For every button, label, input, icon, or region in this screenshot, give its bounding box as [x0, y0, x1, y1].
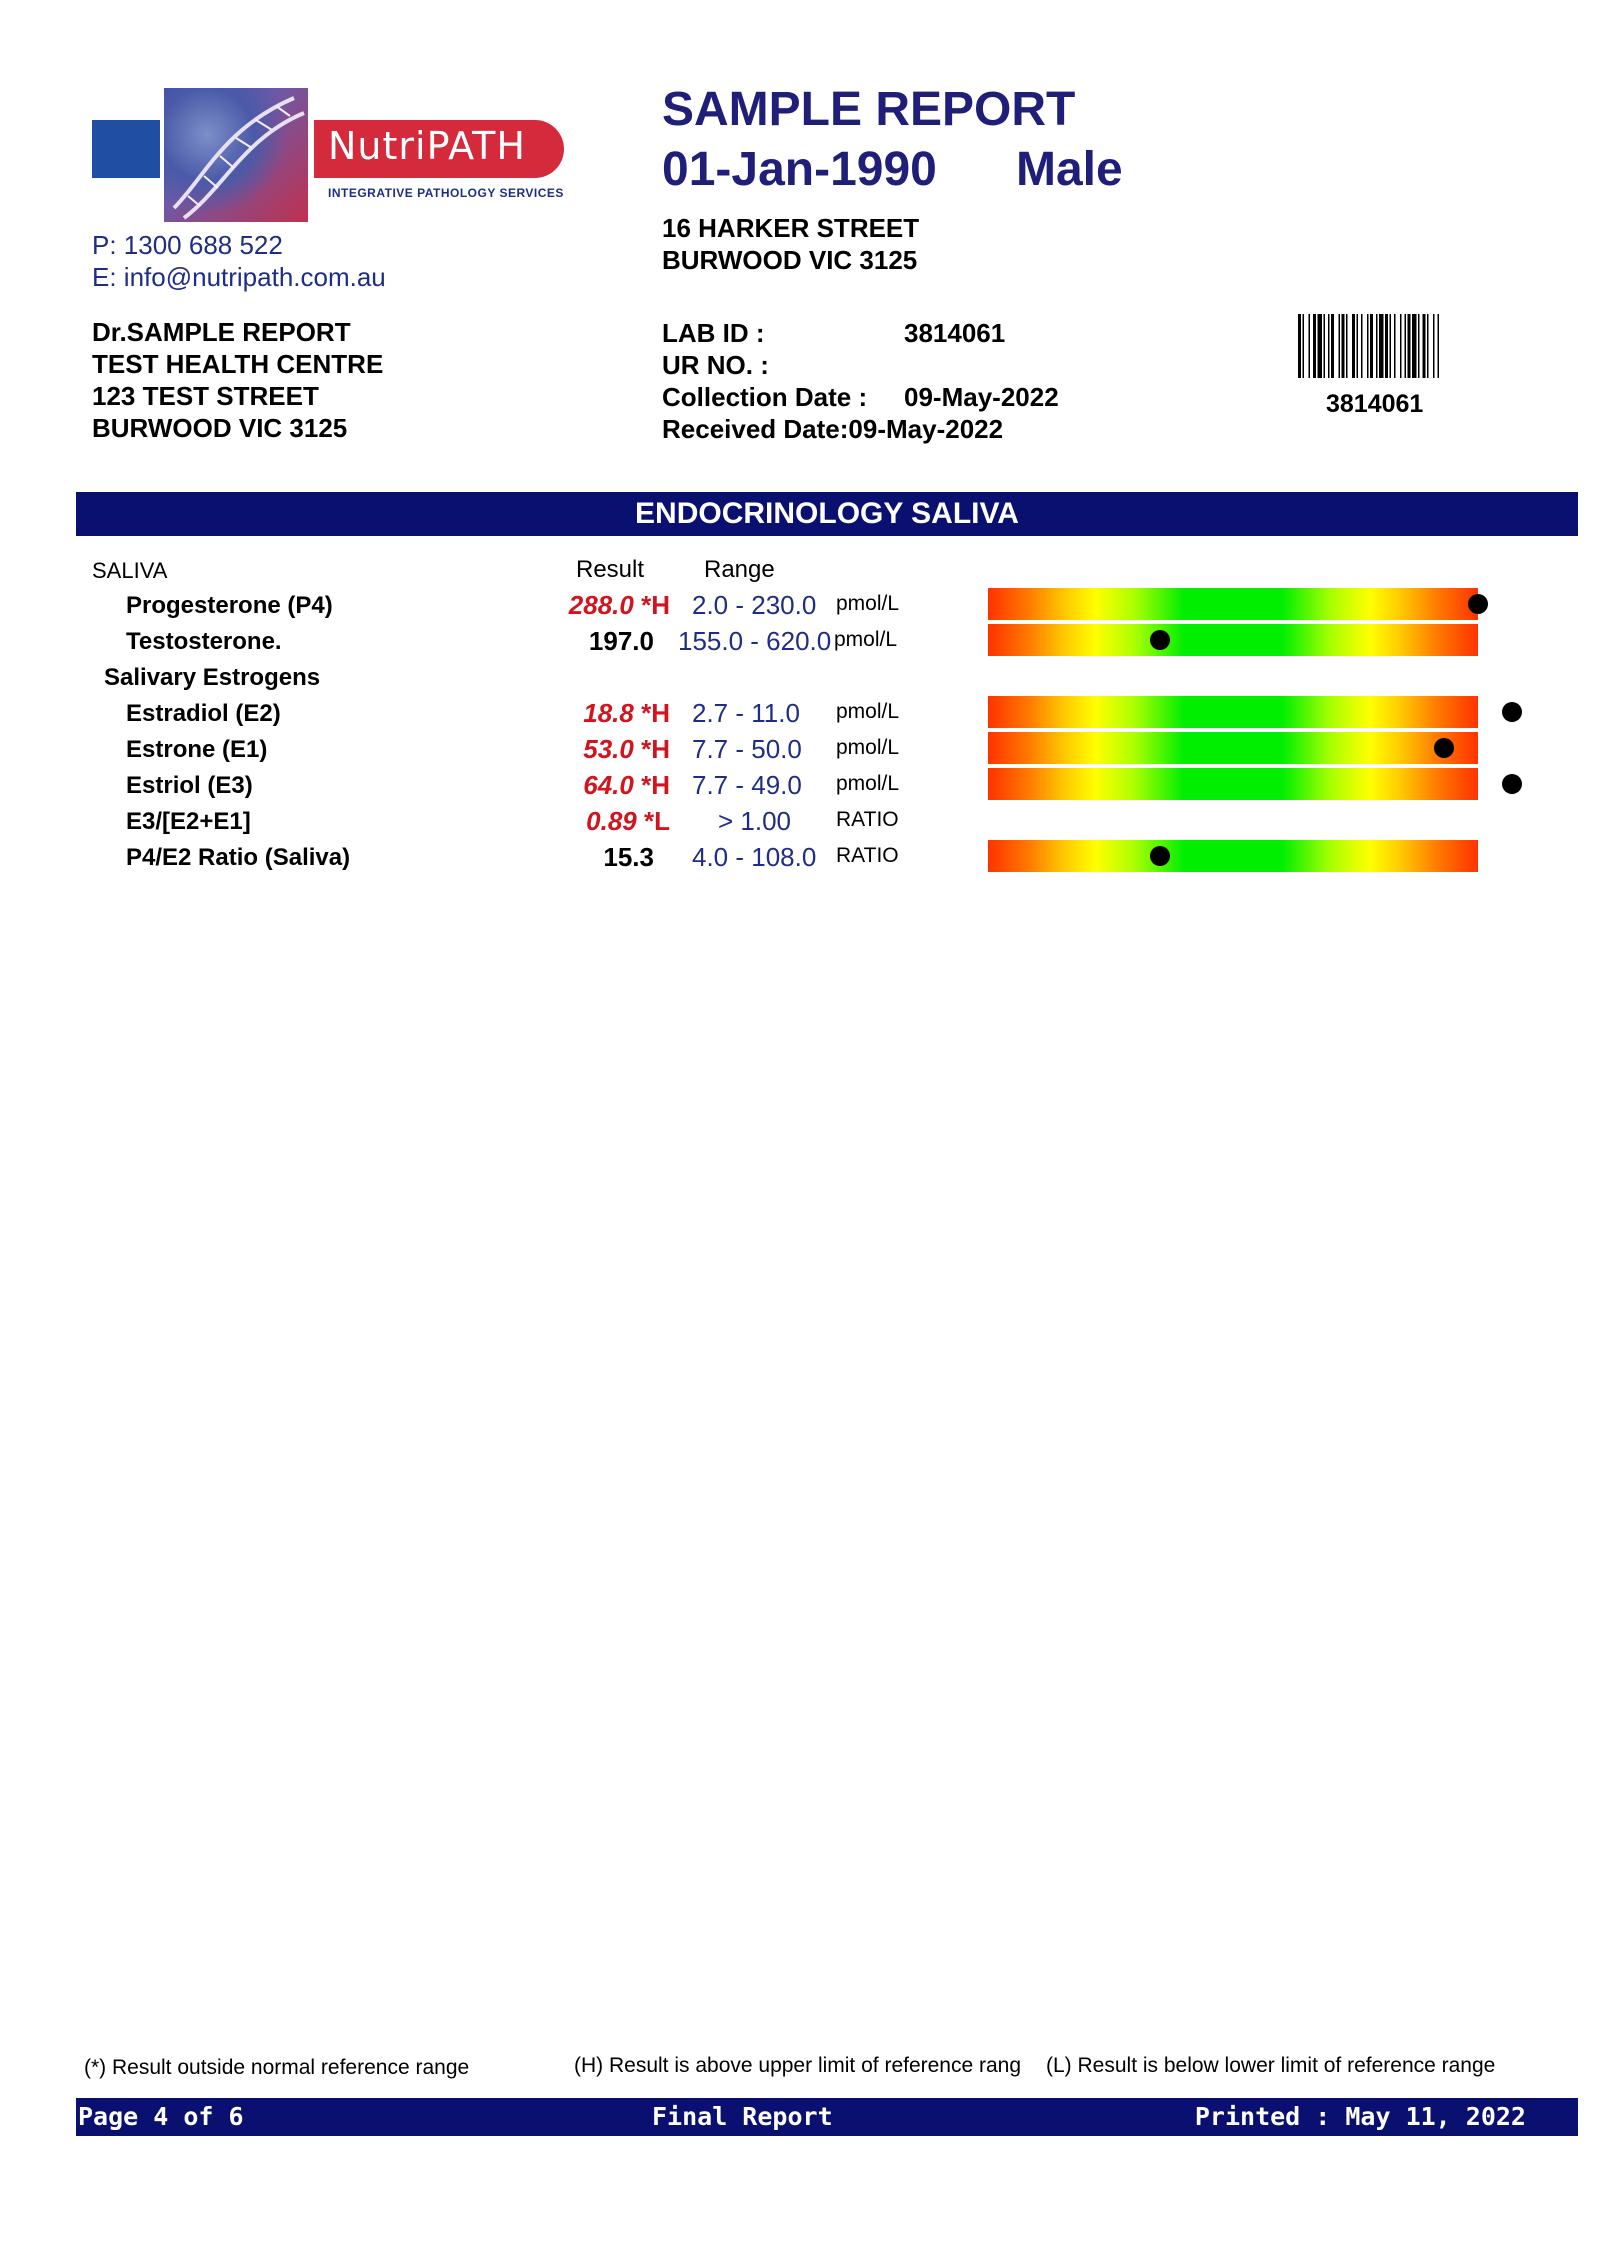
result-marker-dot [1502, 702, 1522, 722]
logo-tagline: INTEGRATIVE PATHOLOGY SERVICES [328, 186, 564, 200]
legend-high: (H) Result is above upper limit of reference rang [574, 2054, 1022, 2077]
range-gauge-bar [988, 768, 1478, 800]
result-unit: pmol/L [834, 628, 898, 651]
result-unit: RATIO [836, 844, 899, 867]
legend-outside-range: (*) Result outside normal reference range [84, 2056, 470, 2079]
doctor-city: BURWOOD VIC 3125 [92, 413, 348, 443]
reference-range: 2.7 - 11.0 [692, 698, 800, 728]
received-date: Received Date:09-May-2022 [662, 414, 1004, 444]
range-gauge-bar [988, 840, 1478, 872]
nutripath-logo [92, 86, 570, 226]
result-name: E3/[E2+E1] [126, 808, 251, 835]
result-value [534, 626, 654, 657]
result-flag: *L [644, 806, 670, 836]
section-title: ENDOCRINOLOGY SALIVA [76, 492, 1578, 536]
result-marker-dot [1468, 594, 1488, 614]
result-unit: pmol/L [836, 700, 900, 723]
result-name: Estriol (E3) [126, 772, 253, 799]
reference-range: 2.0 - 230.0 [692, 590, 817, 620]
doctor-clinic: TEST HEALTH CENTRE [92, 349, 384, 379]
result-value [530, 590, 670, 621]
logo-blue-square [92, 120, 160, 178]
result-unit: RATIO [836, 808, 899, 831]
result-unit: pmol/L [836, 772, 900, 795]
result-number: 288.0 [568, 590, 634, 620]
range-gauge-bar [988, 732, 1478, 764]
printed-date: Printed : May 11, 2022 [1194, 2102, 1526, 2131]
range-gauge-bar [988, 588, 1478, 620]
patient-address [662, 212, 919, 276]
result-number: 197.0 [588, 626, 654, 656]
result-name: P4/E2 Ratio (Saliva) [126, 844, 351, 871]
result-number: 15.3 [603, 842, 654, 872]
result-flag: *H [641, 734, 670, 764]
lab-email: E: info@nutripath.com.au [92, 262, 386, 292]
result-number: 18.8 [583, 698, 634, 728]
result-flag: *H [641, 770, 670, 800]
patient-name: SAMPLE REPORT [662, 83, 1076, 136]
result-value [534, 842, 654, 873]
result-number: 53.0 [583, 734, 634, 764]
result-column-header: Result [576, 556, 645, 583]
result-name: Estradiol (E2) [126, 700, 281, 727]
doctor-block [92, 316, 383, 444]
footer-bar [76, 2098, 1578, 2136]
doctor-name: Dr.SAMPLE REPORT [92, 317, 351, 347]
result-flag: *H [641, 698, 670, 728]
reference-range: 4.0 - 108.0 [692, 842, 817, 872]
result-unit: pmol/L [836, 736, 900, 759]
logo-name: NutriPATH [328, 124, 526, 168]
result-value [530, 734, 670, 765]
result-flag: *H [641, 590, 670, 620]
patient-city: BURWOOD VIC 3125 [662, 245, 918, 275]
lab-id-value: 3814061 [904, 318, 1006, 348]
result-marker-dot [1150, 630, 1170, 650]
lab-id-label: LAB ID : [662, 318, 765, 348]
range-column-header: Range [704, 556, 775, 583]
collection-date-label: Collection Date : [662, 382, 868, 412]
range-gauge-bar [988, 624, 1478, 656]
ur-no-label: UR NO. : [662, 350, 769, 380]
result-marker-dot [1434, 738, 1454, 758]
reference-range: 7.7 - 50.0 [692, 734, 802, 764]
result-name: Testosterone. [126, 628, 282, 655]
dna-icon [164, 88, 308, 222]
result-number: 64.0 [583, 770, 634, 800]
reference-range: 7.7 - 49.0 [692, 770, 802, 800]
lab-phone: P: 1300 688 522 [92, 230, 283, 260]
barcode-image [1298, 314, 1510, 378]
legend-low: (L) Result is below lower limit of reference range [1046, 2054, 1496, 2077]
page-number: Page 4 of 6 [78, 2102, 244, 2131]
result-marker-dot [1150, 846, 1170, 866]
group-heading: SALIVA [92, 558, 168, 583]
result-value [530, 698, 670, 729]
result-marker-dot [1502, 774, 1522, 794]
collection-date-value: 09-May-2022 [904, 382, 1059, 412]
reference-range: > 1.00 [718, 806, 792, 836]
result-unit: pmol/L [836, 592, 900, 615]
reference-range: 155.0 - 620.0 [678, 626, 832, 656]
barcode-number: 3814061 [1326, 390, 1424, 418]
doctor-street: 123 TEST STREET [92, 381, 319, 411]
patient-sex: Male [1016, 143, 1123, 196]
report-status: Final Report [652, 2102, 833, 2131]
result-number: 0.89 [586, 806, 637, 836]
subgroup-heading: Salivary Estrogens [104, 664, 321, 691]
result-name: Estrone (E1) [126, 736, 268, 763]
result-name: Progesterone (P4) [126, 592, 333, 619]
range-gauge-bar [988, 696, 1478, 728]
result-value [530, 806, 670, 837]
result-value [530, 770, 670, 801]
patient-street: 16 HARKER STREET [662, 213, 920, 243]
patient-dob: 01-Jan-1990 [662, 143, 937, 196]
